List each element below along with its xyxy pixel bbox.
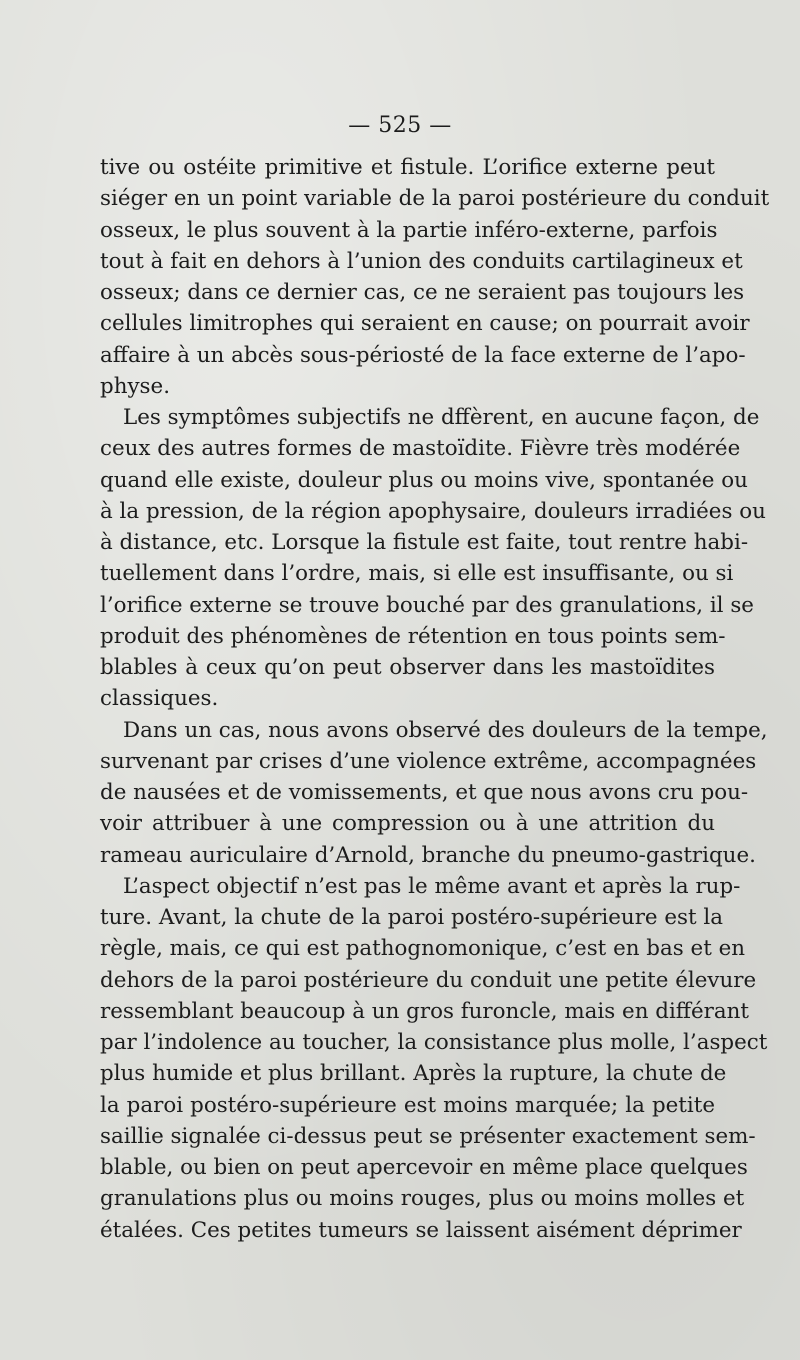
text-line: de nausées et de vomissements, et que nous avons cru pou-: [100, 780, 749, 805]
paragraph: [100, 402, 766, 715]
text-line: Les symptômes subjectifs ne dffèrent, en aucune façon, de: [123, 405, 760, 430]
text-line: siéger en un point variable de la paroi postérieure du conduit: [100, 186, 770, 212]
text-line: rameau auriculaire d’Arnold, branche du pneumo-gastrique.: [100, 842, 756, 868]
text-line: produit des phénomènes de rétention en tous points sem-: [100, 623, 726, 649]
body-text: [100, 152, 770, 1246]
text-line: dehors de la paroi postérieure du conduit une petite élevure: [100, 967, 757, 993]
text-line: classiques.: [100, 686, 219, 712]
text-line: saillie signalée ci-dessus peut se présenter exactement sem-: [100, 1123, 756, 1149]
text-line: tuellement dans l’ordre, mais, si elle est insuffisante, ou si: [100, 561, 734, 587]
paragraph: [100, 152, 770, 402]
text-line: voir attribuer à une compression ou à une attrition du: [100, 811, 715, 837]
text-line: à la pression, de la région apophysaire, douleurs irradiées ou: [100, 498, 766, 524]
text-line: survenant par crises d’une violence extrême, accompagnées: [100, 748, 757, 774]
text-line: osseux, le plus souvent à la partie inféro-externe, parfois: [100, 217, 718, 243]
paragraph: [100, 715, 768, 871]
text-line: cellules limitrophes qui seraient en cause; on pourrait avoir: [100, 311, 750, 337]
text-line: à distance, etc. Lorsque la fistule est faite, tout rentre habi-: [100, 530, 749, 555]
text-line: tout à fait en dehors à l’union des conduits cartilagineux et: [100, 248, 743, 274]
text-line: ture. Avant, la chute de la paroi postéro-supérieure est la: [100, 905, 724, 930]
text-line: L’aspect objectif n’est pas le même avant et après la rup-: [123, 873, 741, 899]
page-number: — 525 —: [348, 113, 452, 138]
text-line: osseux; dans ce dernier cas, ce ne seraient pas toujours les: [100, 280, 745, 305]
text-line: granulations plus ou moins rouges, plus ou moins molles et: [100, 1186, 745, 1212]
text-line: blable, ou bien on peut apercevoir en même place quelques: [100, 1155, 748, 1180]
text-line: par l’indolence au toucher, la consistance plus molle, l’aspect: [100, 1030, 768, 1055]
paragraph: [100, 871, 768, 1246]
text-line: blables à ceux qu’on peut observer dans les mastoïdites: [100, 655, 715, 680]
text-line: règle, mais, ce qui est pathognomonique, c’est en bas et en: [100, 936, 746, 962]
text-line: plus humide et plus brillant. Après la rupture, la chute de: [100, 1061, 727, 1087]
text-line: quand elle existe, douleur plus ou moins vive, spontanée ou: [100, 467, 748, 493]
text-line: l’orifice externe se trouve bouché par des granulations, il se: [100, 592, 754, 618]
text-line: physe.: [100, 373, 170, 399]
text-line: Dans un cas, nous avons observé des douleurs de la tempe,: [123, 717, 768, 743]
text-line: étalées. Ces petites tumeurs se laissent aisément déprimer: [100, 1217, 742, 1243]
text-line: ressemblant beaucoup à un gros furoncle, mais en différant: [100, 998, 750, 1024]
text-line: tive ou ostéite primitive et fistule. L’orifice externe peut: [100, 155, 715, 180]
text-line: ceux des autres formes de mastoïdite. Fièvre très modérée: [100, 436, 741, 462]
text-line: la paroi postéro-supérieure est moins marquée; la petite: [100, 1092, 715, 1118]
text-line: affaire à un abcès sous-périosté de la face externe de l’apo-: [100, 342, 746, 368]
